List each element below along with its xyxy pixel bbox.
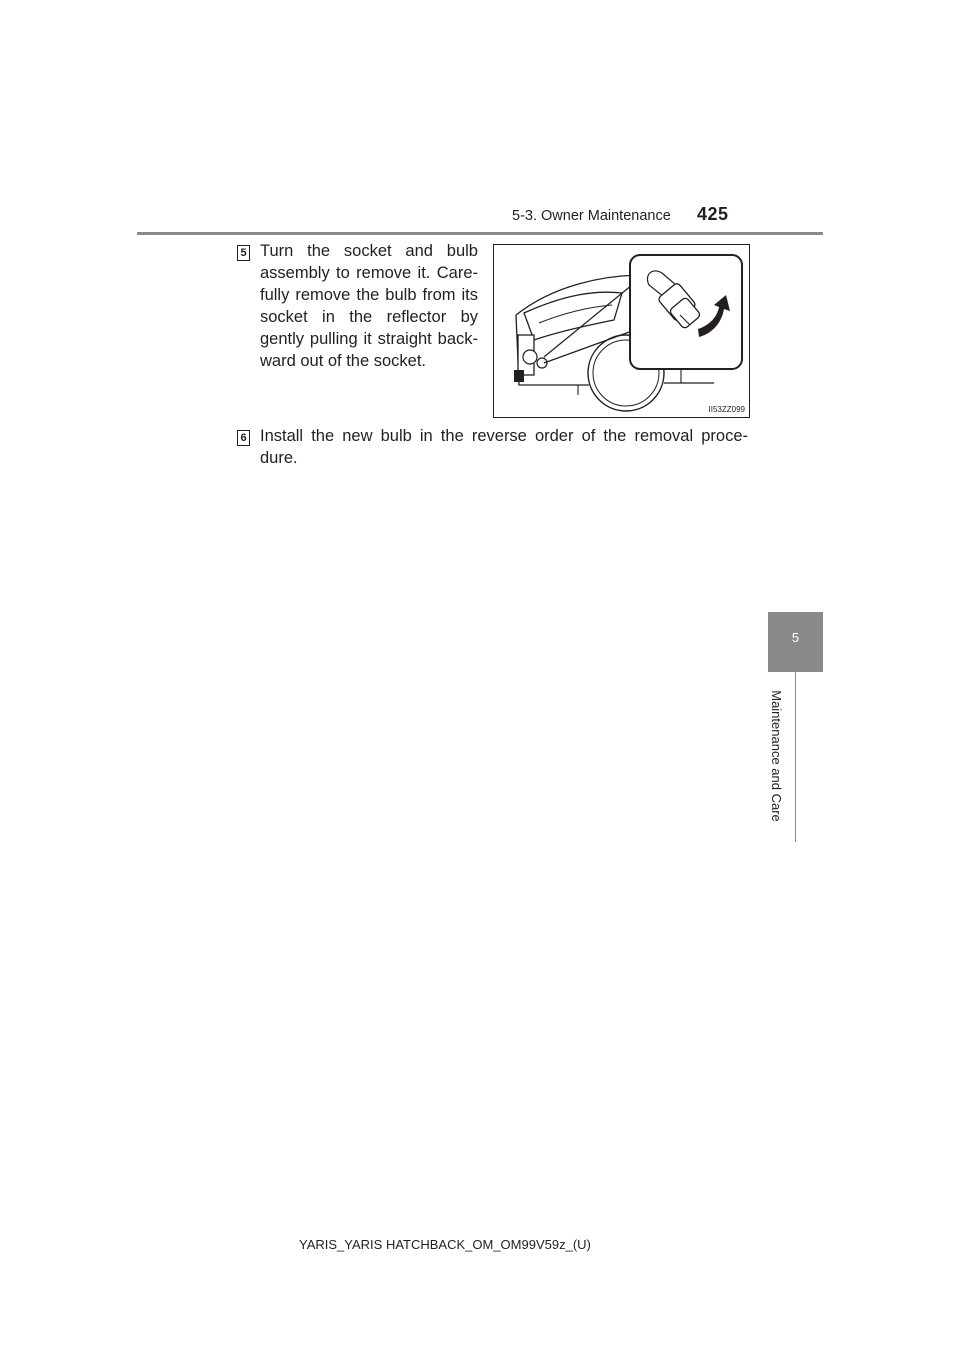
section-title: 5-3. Owner Maintenance [512,208,671,224]
step-5-line-1: Turn the socket and bulb [260,242,478,260]
step-5-line-6: ward out of the socket. [260,352,427,370]
footer-doc-id: YARIS_YARIS HATCHBACK_OM_OM99V59z_(U) [299,1237,591,1252]
chapter-tab [768,612,823,672]
step-5-badge: 5 [237,245,250,261]
step-5-line-4: socket in the reflector by [260,308,478,326]
bulb-removal-illustration [493,244,750,418]
step-6-line-2: dure. [260,449,298,467]
step-5-line-3: fully remove the bulb from its [260,286,478,304]
step-5-line-5: gently pulling it straight back- [260,330,478,348]
headlight-bulb-drawing [494,245,751,419]
chapter-title: Maintenance and Care [769,690,784,822]
step-6-line-1: Install the new bulb in the reverse order of the removal proce- [260,427,748,445]
step-5-text [260,240,478,372]
chapter-number: 5 [791,630,800,645]
chapter-tab-line [795,672,796,842]
header-rule [137,232,823,235]
step-6-badge: 6 [237,430,250,446]
step-5-line-2: assembly to remove it. Care- [260,264,478,282]
page-number: 425 [697,204,729,224]
step-6-text [260,425,748,469]
figure-id: II53ZZ099 [708,405,745,414]
